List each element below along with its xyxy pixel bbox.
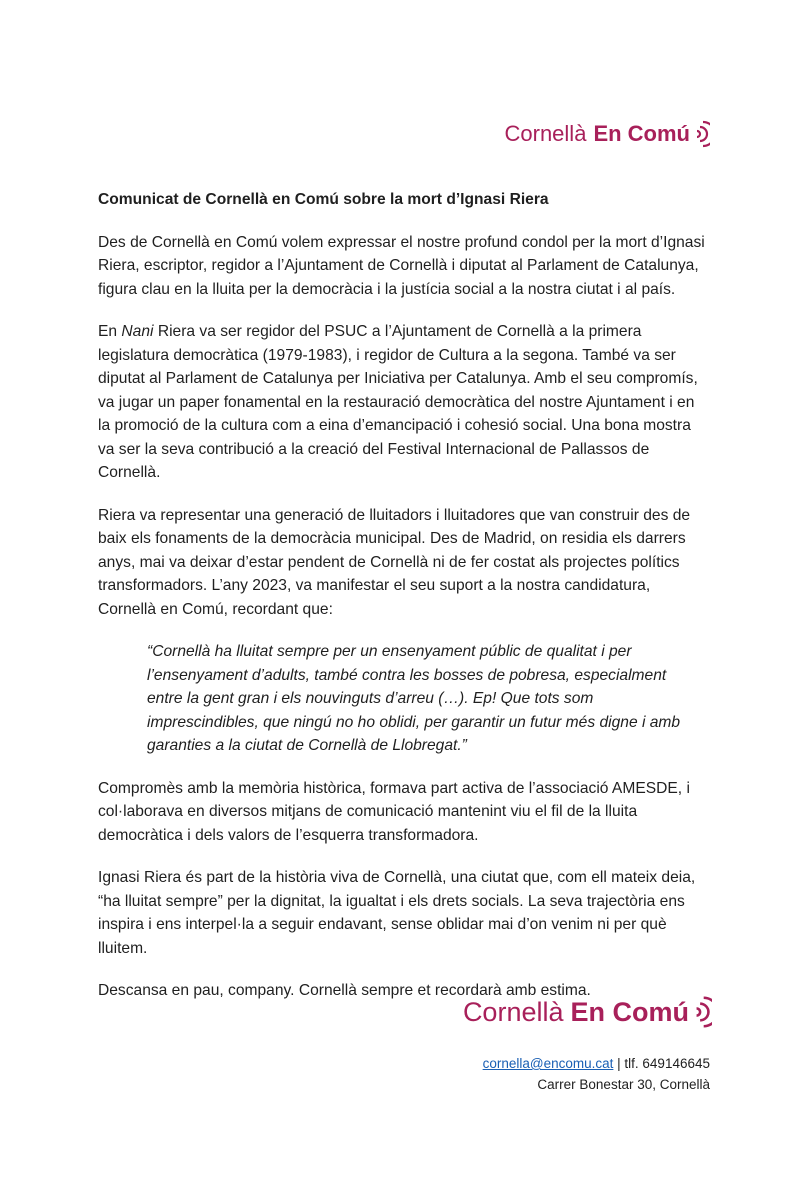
email-link[interactable]: cornella@encomu.cat <box>482 1056 614 1071</box>
paragraph-1: Des de Cornellà en Comú volem expressar el nostre profund condol per la mort d’Ignasi Riera, escriptor, regidor a l’Ajuntament de Cornellà i diputat al Parlament de Catalunya, figura clau en la lluita per la democràcia i la justícia social a la nostra ciutat i al país. <box>98 233 705 298</box>
paragraph-2-start: En <box>98 323 122 340</box>
footer-logo <box>463 995 712 1029</box>
footer-contact <box>483 1053 710 1095</box>
paragraph-2-italic: Nani <box>121 323 154 340</box>
footer-logo-arcs-icon <box>693 995 712 1029</box>
paragraph-4: Compromès amb la memòria històrica, formava part activa de l’associació AMESDE, i col·laborava en diversos mitjans de comunicació mantenint viu el fil de la lluita democràtica i dels valors de l’esquerra transformadora. <box>98 779 690 844</box>
quote-block: “Cornellà ha lluitat sempre per un ensenyament públic de qualitat i per l’ensenyament d’adults, també contra les bosses de pobresa, especialment entre la gent gran i els nouvinguts d’arreu (…). Ep! Que tots som imprescindibles, que ningú no ho oblidi, per garantir un futur més digne i amb garanties a la ciutat de Cornellà de Llobregat.” <box>147 643 681 754</box>
logo-text-light: Cornellà <box>504 121 587 146</box>
header-logo <box>505 120 711 148</box>
paragraph-6: Descansa en pau, company. Cornellà sempre et recordarà amb estima. <box>98 982 591 999</box>
phone-text: | tlf. 649146645 <box>613 1056 710 1071</box>
address-text: Carrer Bonestar 30, Cornellà <box>537 1077 710 1092</box>
contact-line <box>483 1053 710 1074</box>
paragraph-5: Ignasi Riera és part de la història viva de Cornellà, una ciutat que, com ell mateix deia, “ha lluitat sempre” per la dignitat, la igualtat i els drets socials. La seva trajectòria ens inspira i ens interpel·la a seguir endavant, sense oblidar mai d’on venim ni per què lluitem. <box>98 869 696 957</box>
document-title: Comunicat de Cornellà en Comú sobre la mort d’Ignasi Riera <box>98 191 549 208</box>
paragraph-3: Riera va representar una generació de lluitadors i lluitadores que van construir des de baix els fonaments de la democràcia municipal. Des de Madrid, on residia els darrers anys, mai va deixar d’estar pendent de Cornellà ni de fer costat als projectes polítics transformadors. L’any 2023, va manifestar el seu suport a la nostra candidatura, Cornellà en Comú, recordant que: <box>98 506 691 618</box>
logo-arcs-icon <box>694 120 710 148</box>
paragraph-2-rest: Riera va ser regidor del PSUC a l’Ajuntament de Cornellà a la primera legislatura democràtica (1979-1983), i regidor de Cultura a la segona. També va ser diputat al Parlament de Catalunya per Iniciativa per Catalunya. Amb el seu compromís, va jugar un paper fonamental en la restauració democràtica del nostre Ajuntament i en la promoció de la cultura com a eina d’emancipació i cohesió social. Una bona mostra va ser la seva contribució a la creació del Festival Internacional de Pallassos de Cornellà. <box>98 323 698 481</box>
footer-logo-text-light: Cornellà <box>462 996 564 1027</box>
document-body <box>98 188 710 1022</box>
paragraph-2 <box>98 320 710 485</box>
footer-logo-text-bold: En Comú <box>570 996 689 1027</box>
logo-text-bold: En Comú <box>593 121 690 146</box>
